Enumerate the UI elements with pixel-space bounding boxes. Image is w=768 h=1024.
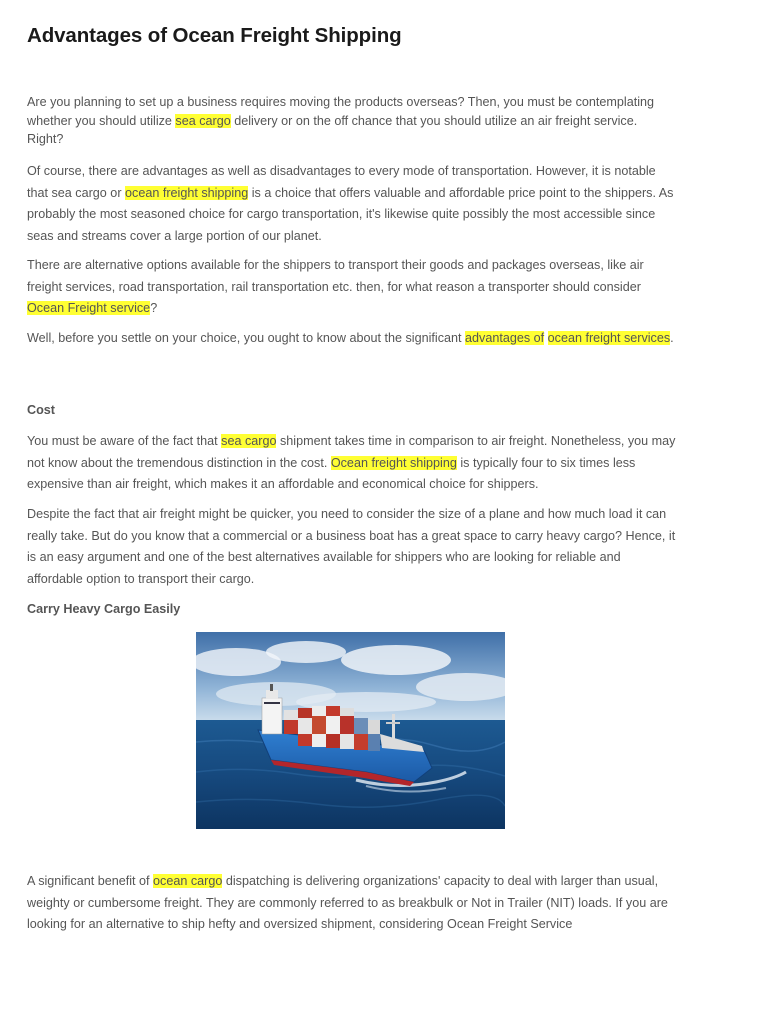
highlight-ocean-freight-shipping-link-2[interactable]: Ocean freight shipping (330, 455, 457, 470)
highlight-sea-cargo-link-2[interactable]: sea cargo (221, 434, 277, 448)
highlight-advantages-of-link[interactable]: advantages of (465, 331, 545, 345)
paragraph-2 (27, 161, 677, 247)
intro-text-2: delivery or on the off chance that you should utilize an air freight service. Right? (27, 113, 638, 146)
paragraph-6: Despite the fact that air freight might be quicker, you need to consider the size of a plane and how much load it can really take. But do you know that a commercial or a business boat has a great space to carry heavy cargo? Hence, it is an easy argument and one of the best alternatives available for shippers who are looking for reliable and affordable option to transport their cargo. (27, 507, 676, 586)
highlight-ocean-freight-services-link[interactable]: ocean freight services (547, 331, 671, 345)
p2-text-1: Of course, there are advantages as well as disadvantages to every mode of transportation. However, it is notable that sea cargo or (27, 164, 656, 200)
p3-text-1: There are alternative options available for the shippers to transport their goods and packages overseas, like air freight services, road transportation, rail transportation etc. then, for what reason a transporter should consider (27, 258, 644, 294)
p2-text-2: is a choice that offers valuable and affordable price point to the shippers. As probably the most seasoned choice for cargo transportation, it's likewise quite possibly the most accessible since seas and streams cover a large portion of our planet. (27, 185, 674, 243)
p7-text-1: A significant benefit of (27, 874, 154, 888)
highlight-ocean-freight-service-link[interactable]: Ocean Freight service (27, 301, 151, 315)
paragraph-5 (27, 431, 677, 496)
cargo-ship-image (196, 632, 505, 829)
intro-text-1: Are you planning to set up a business requires moving the products overseas? Then, you must be contemplating whether you should utilize (27, 95, 655, 128)
highlight-sea-cargo-link[interactable]: sea cargo (175, 113, 231, 128)
paragraph-3 (27, 255, 677, 320)
p4-text-1: Well, before you settle on your choice, you ought to know about the significant (27, 331, 466, 345)
p3-text-2: ? (150, 301, 158, 315)
page-title: Advantages of Ocean Freight Shipping (27, 24, 402, 47)
section-heading-cost: Cost (27, 403, 55, 417)
section-heading-heavy-cargo: Carry Heavy Cargo Easily (27, 602, 181, 616)
highlight-ocean-cargo-link[interactable]: ocean cargo (153, 874, 223, 888)
highlight-ocean-freight-shipping-link[interactable]: ocean freight shipping (125, 185, 249, 200)
p5-text-3: is typically four to six times less expensive than air freight, which makes it an affordable and economical choice for shippers. (27, 455, 636, 491)
p5-text-1: You must be aware of the fact that (27, 434, 222, 448)
paragraph-4 (27, 328, 677, 350)
paragraph-7 (27, 871, 677, 936)
p5-text-2: shipment takes time in comparison to air freight. Nonetheless, you may not know about the tremendous distinction in the cost. (27, 434, 676, 470)
p4-text-3: . (670, 331, 674, 345)
intro-paragraph (27, 93, 677, 149)
p7-text-2: dispatching is delivering organizations' capacity to deal with larger than usual, weighty or cumbersome freight. They are commonly referred to as breakbulk or Not in Trailer (NIT) loads. If you are looking for an alternative to ship hefty and oversized shipment, considering Ocean Freight Service (27, 874, 668, 931)
